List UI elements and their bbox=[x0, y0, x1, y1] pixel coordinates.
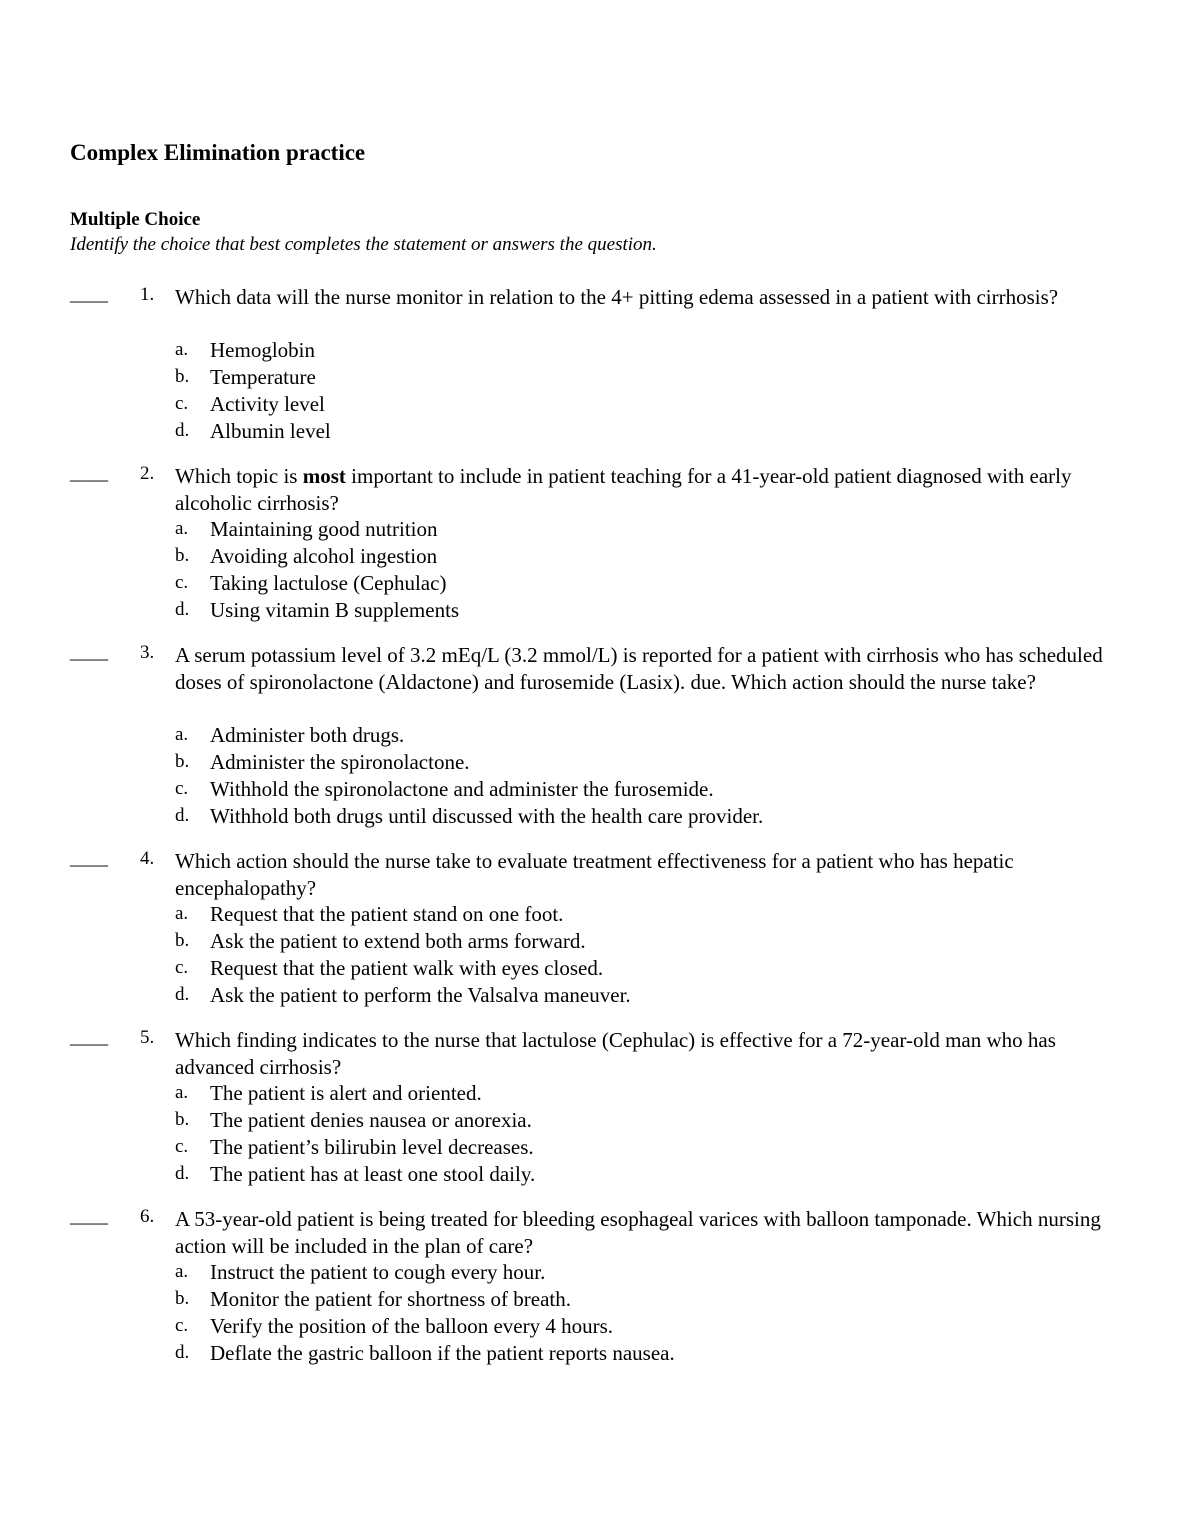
choice-label: c. bbox=[175, 778, 189, 799]
choice-text: Verify the position of the balloon every 4 hours. bbox=[210, 1314, 613, 1338]
choice-b[interactable] bbox=[175, 749, 1130, 776]
choice-text: Withhold both drugs until discussed with the health care provider. bbox=[210, 804, 764, 828]
choice-c[interactable] bbox=[175, 570, 1130, 597]
choice-c[interactable] bbox=[175, 955, 1130, 982]
choice-text: Hemoglobin bbox=[210, 338, 315, 362]
choice-c[interactable] bbox=[175, 1313, 1130, 1340]
choice-a[interactable] bbox=[175, 1080, 1130, 1107]
choice-label: c. bbox=[175, 393, 189, 414]
choice-text: Avoiding alcohol ingestion bbox=[210, 544, 438, 568]
choice-text: Albumin level bbox=[210, 419, 331, 443]
choice-label: c. bbox=[175, 957, 189, 978]
choice-text: Request that the patient stand on one foot. bbox=[210, 902, 564, 926]
choice-label: d. bbox=[175, 984, 190, 1005]
choice-a[interactable] bbox=[175, 516, 1130, 543]
choice-b[interactable] bbox=[175, 364, 1130, 391]
section-heading: Multiple Choice bbox=[70, 209, 201, 230]
choice-text: Using vitamin B supplements bbox=[210, 598, 460, 622]
choice-b[interactable] bbox=[175, 1107, 1130, 1134]
question-number: 4. bbox=[140, 848, 155, 869]
question-number: 1. bbox=[140, 284, 155, 305]
choice-label: c. bbox=[175, 572, 189, 593]
choice-d[interactable] bbox=[175, 982, 1130, 1009]
question-stem: Which data will the nurse monitor in relation to the 4+ pitting edema assessed in a patient with cirrhosis? bbox=[175, 285, 1059, 309]
choice-label: d. bbox=[175, 420, 190, 441]
choice-label: b. bbox=[175, 930, 190, 951]
choice-text: The patient is alert and oriented. bbox=[210, 1081, 482, 1105]
choice-list bbox=[175, 1259, 1130, 1367]
choice-label: d. bbox=[175, 599, 190, 620]
choice-list bbox=[175, 1080, 1130, 1188]
choice-d[interactable] bbox=[175, 418, 1130, 445]
choice-label: a. bbox=[175, 903, 189, 924]
answer-blank[interactable]: ____ bbox=[70, 1206, 108, 1227]
choice-text: The patient’s bilirubin level decreases. bbox=[210, 1135, 534, 1159]
choice-label: d. bbox=[175, 1163, 190, 1184]
choice-d[interactable] bbox=[175, 597, 1130, 624]
question-stem: A 53-year-old patient is being treated for bleeding esophageal varices with balloon tamponade. Which nursing action will be included in the plan of care? bbox=[175, 1207, 1101, 1258]
answer-blank[interactable]: ____ bbox=[70, 642, 108, 663]
choice-a[interactable] bbox=[175, 901, 1130, 928]
choice-d[interactable] bbox=[175, 1340, 1130, 1367]
choice-b[interactable] bbox=[175, 543, 1130, 570]
choice-text: Request that the patient walk with eyes closed. bbox=[210, 956, 604, 980]
question-number: 2. bbox=[140, 463, 155, 484]
emphasis-word: most bbox=[302, 464, 346, 488]
choice-a[interactable] bbox=[175, 1259, 1130, 1286]
choice-c[interactable] bbox=[175, 776, 1130, 803]
choice-d[interactable] bbox=[175, 803, 1130, 830]
choice-label: a. bbox=[175, 1261, 189, 1282]
choice-label: d. bbox=[175, 1342, 190, 1363]
choice-a[interactable] bbox=[175, 722, 1130, 749]
question-number: 5. bbox=[140, 1027, 155, 1048]
choice-text: Maintaining good nutrition bbox=[210, 517, 438, 541]
choice-text: Administer both drugs. bbox=[210, 723, 405, 747]
answer-blank[interactable]: ____ bbox=[70, 1027, 108, 1048]
document-title: Complex Elimination practice bbox=[70, 140, 366, 165]
question-number: 6. bbox=[140, 1206, 155, 1227]
choice-text: Deflate the gastric balloon if the patient reports nausea. bbox=[210, 1341, 675, 1365]
choice-c[interactable] bbox=[175, 391, 1130, 418]
choice-label: d. bbox=[175, 805, 190, 826]
choice-label: b. bbox=[175, 1109, 190, 1130]
choice-label: a. bbox=[175, 1082, 189, 1103]
choice-label: c. bbox=[175, 1136, 189, 1157]
choice-text: Temperature bbox=[210, 365, 316, 389]
answer-blank[interactable]: ____ bbox=[70, 463, 108, 484]
choice-text: The patient denies nausea or anorexia. bbox=[210, 1108, 532, 1132]
instructions-text: Identify the choice that best completes the statement or answers the question. bbox=[70, 234, 657, 255]
question-stem: A serum potassium level of 3.2 mEq/L (3.2 mmol/L) is reported for a patient with cirrhosis who has scheduled doses of spironolactone (Aldactone) and furosemide (Lasix). due. Which action should the nurse take? bbox=[175, 643, 1103, 694]
question-stem: Which action should the nurse take to evaluate treatment effectiveness for a patient who has hepatic encephalopathy? bbox=[175, 849, 1014, 900]
choice-label: a. bbox=[175, 339, 189, 360]
choice-list bbox=[175, 516, 1130, 624]
question-stem: Which topic is most important to include in patient teaching for a 41-year-old patient diagnosed with early alcoholic cirrhosis? bbox=[175, 464, 1072, 515]
choice-label: a. bbox=[175, 724, 189, 745]
question-number: 3. bbox=[140, 642, 155, 663]
answer-blank[interactable]: ____ bbox=[70, 848, 108, 869]
choice-label: a. bbox=[175, 518, 189, 539]
choice-text: Ask the patient to perform the Valsalva maneuver. bbox=[210, 983, 631, 1007]
choice-d[interactable] bbox=[175, 1161, 1130, 1188]
choice-b[interactable] bbox=[175, 1286, 1130, 1313]
choice-list bbox=[175, 901, 1130, 1009]
choice-label: b. bbox=[175, 545, 190, 566]
choice-text: Withhold the spironolactone and administer the furosemide. bbox=[210, 777, 714, 801]
choice-c[interactable] bbox=[175, 1134, 1130, 1161]
choice-text: Taking lactulose (Cephulac) bbox=[210, 571, 447, 595]
choice-text: Instruct the patient to cough every hour. bbox=[210, 1260, 546, 1284]
choice-list bbox=[175, 337, 1130, 445]
choice-text: Administer the spironolactone. bbox=[210, 750, 470, 774]
choice-text: Monitor the patient for shortness of breath. bbox=[210, 1287, 571, 1311]
choice-text: The patient has at least one stool daily. bbox=[210, 1162, 536, 1186]
choice-b[interactable] bbox=[175, 928, 1130, 955]
question-stem: Which finding indicates to the nurse that lactulose (Cephulac) is effective for a 72-year-old man who has advanced cirrhosis? bbox=[175, 1028, 1056, 1079]
choice-label: b. bbox=[175, 366, 190, 387]
choice-text: Activity level bbox=[210, 392, 325, 416]
choice-label: c. bbox=[175, 1315, 189, 1336]
answer-blank[interactable]: ____ bbox=[70, 284, 108, 305]
choice-label: b. bbox=[175, 751, 190, 772]
choice-a[interactable] bbox=[175, 337, 1130, 364]
choice-label: b. bbox=[175, 1288, 190, 1309]
choice-list bbox=[175, 722, 1130, 830]
choice-text: Ask the patient to extend both arms forward. bbox=[210, 929, 586, 953]
